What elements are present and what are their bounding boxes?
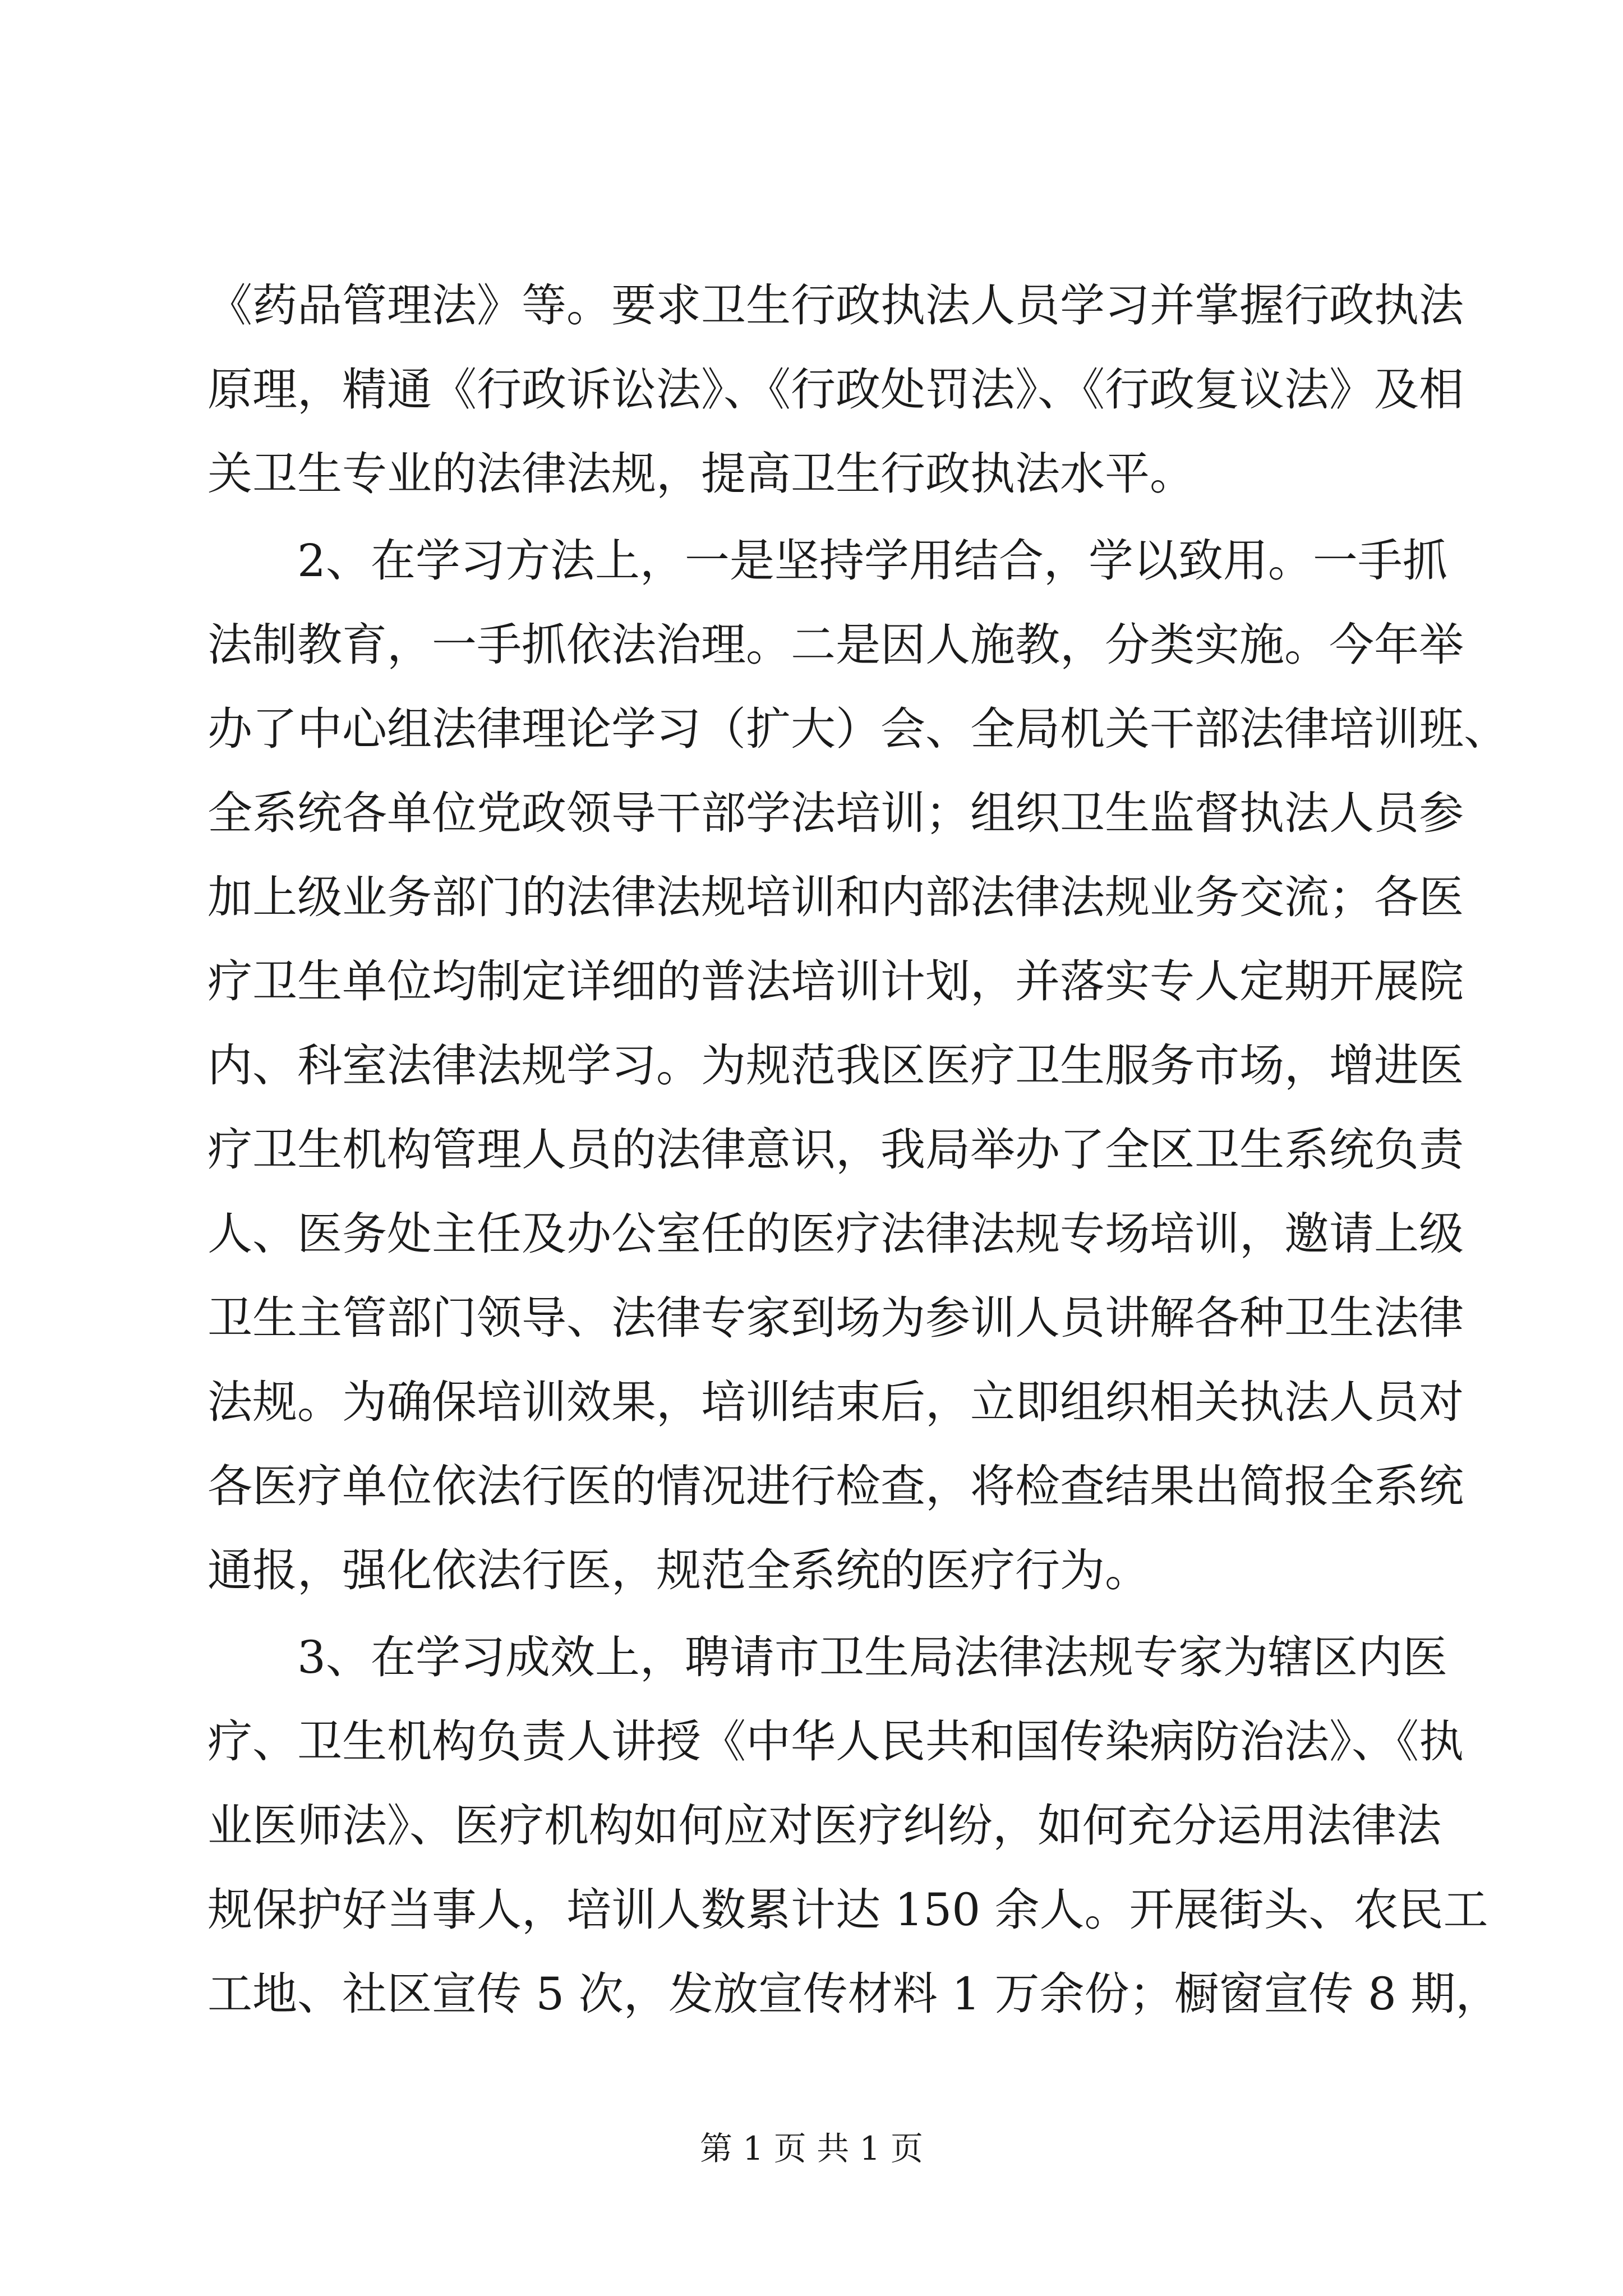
text-line: 各医疗单位依法行医的情况进行检查，将检查结果出简报全系统 (208, 1460, 1464, 1512)
text-line: 《药品管理法》等。要求卫生行政执法人员学习并掌握行政执法 (208, 279, 1464, 332)
text-line: 卫生主管部门领导、法律专家到场为参训人员讲解各种卫生法律 (208, 1292, 1464, 1344)
text-line: 原理，精通《行政诉讼法》、《行政处罚法》、《行政复议法》及相 (208, 364, 1464, 416)
text-line: 工地、社区宣传 5 次，发放宣传材料 1 万余份；橱窗宣传 8 期， (208, 1968, 1501, 2020)
text-line: 通报，强化依法行医，规范全系统的医疗行为。 (208, 1544, 1150, 1596)
text-line: 疗、卫生机构负责人讲授《中华人民共和国传染病防治法》、《执 (208, 1715, 1464, 1768)
text-line: 疗卫生机构管理人员的法律意识，我局举办了全区卫生系统负责 (208, 1124, 1464, 1176)
text-line: 3、在学习成效上，聘请市卫生局法律法规专家为辖区内医 (297, 1631, 1447, 1683)
text-line: 业医师法》、医疗机构如何应对医疗纠纷，如何充分运用法律法 (208, 1800, 1441, 1852)
text-line: 2、在学习方法上，一是坚持学用结合，学以致用。一手抓 (297, 535, 1447, 587)
text-line: 关卫生专业的法律法规，提高卫生行政执法水平。 (208, 448, 1195, 500)
text-line: 人、医务处主任及办公室任的医疗法律法规专场培训，邀请上级 (208, 1208, 1464, 1260)
page-footer: 第 1 页 共 1 页 (700, 2129, 923, 2168)
text-line: 法规。为确保培训效果，培训结束后，立即组织相关执法人员对 (208, 1376, 1464, 1428)
text-line: 规保护好当事人，培训人数累计达 150 余人。开展街头、农民工 (208, 1884, 1488, 1936)
text-line: 疗卫生单位均制定详细的普法培训计划，并落实专人定期开展院 (208, 955, 1464, 1007)
text-line: 办了中心组法律理论学习（扩大）会、全局机关干部法律培训班、 (208, 703, 1509, 755)
text-line: 加上级业务部门的法律法规培训和内部法律法规业务交流；各医 (208, 871, 1464, 923)
text-line: 法制教育，一手抓依法治理。二是因人施教，分类实施。今年举 (208, 619, 1464, 671)
text-line: 全系统各单位党政领导干部学法培训；组织卫生监督执法人员参 (208, 787, 1464, 839)
text-line: 内、科室法律法规学习。为规范我区医疗卫生服务市场，增进医 (208, 1039, 1464, 1092)
